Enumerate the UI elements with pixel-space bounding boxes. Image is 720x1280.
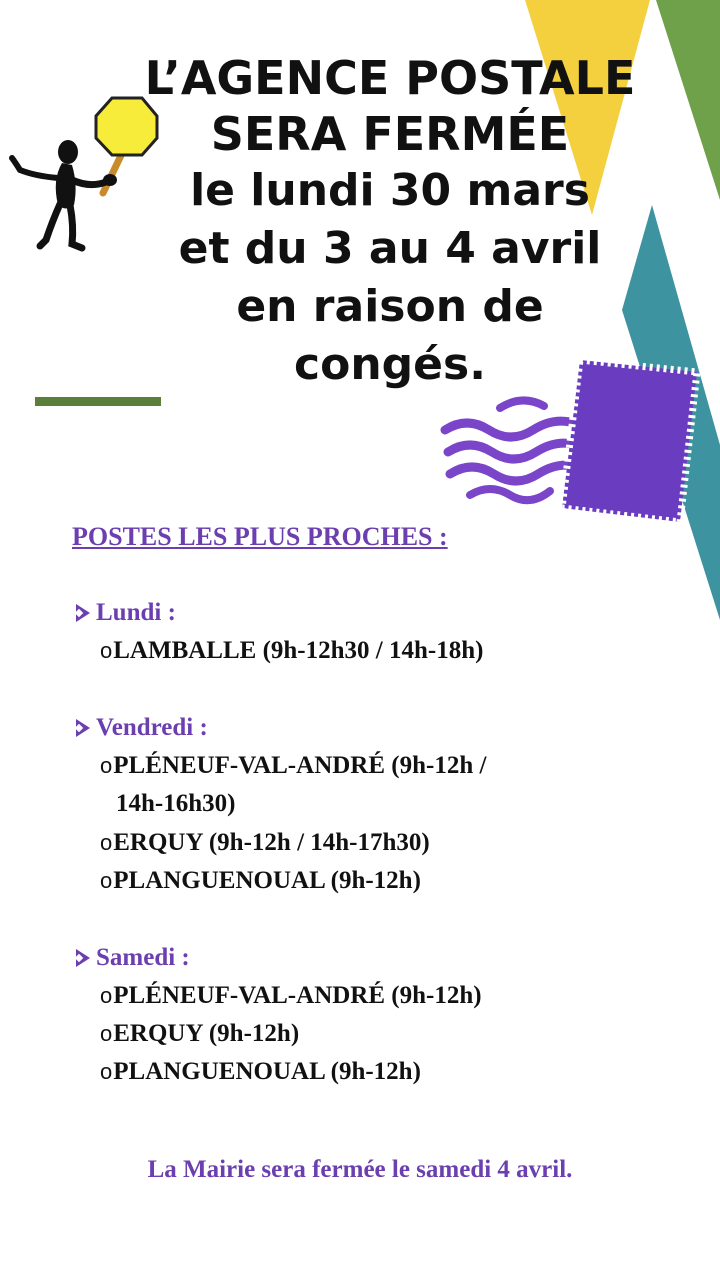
bullet: o bbox=[100, 1021, 113, 1046]
day-label-vendredi bbox=[76, 714, 208, 742]
arrow-bullet-icon bbox=[76, 719, 90, 737]
nearest-posts-title: POSTES LES PLUS PROCHES : bbox=[72, 522, 448, 551]
list-item bbox=[100, 1058, 421, 1086]
list-item bbox=[100, 829, 430, 857]
headline-line-5: en raison de bbox=[236, 281, 544, 332]
bullet: o bbox=[100, 830, 113, 855]
bullet: o bbox=[100, 638, 113, 663]
headline-line-2: SERA FERMÉE bbox=[210, 107, 570, 161]
list-item-text: PLANGUENOUAL (9h-12h) bbox=[113, 1058, 421, 1085]
list-item bbox=[100, 1020, 299, 1048]
list-item-continuation: 14h-16h30) bbox=[116, 790, 236, 817]
headline-line-6: congés. bbox=[294, 339, 486, 390]
list-item bbox=[100, 982, 482, 1010]
footer-note: La Mairie sera fermée le samedi 4 avril. bbox=[147, 1156, 573, 1183]
list-item-text: ERQUY (9h-12h) bbox=[113, 1020, 300, 1047]
list-item bbox=[100, 867, 421, 895]
bullet: o bbox=[100, 753, 113, 778]
list-item bbox=[100, 752, 486, 780]
bullet: o bbox=[100, 868, 113, 893]
day-label-text: Samedi : bbox=[96, 944, 190, 971]
day-label-text: Vendredi : bbox=[96, 714, 208, 741]
arrow-bullet-icon bbox=[76, 949, 90, 967]
bullet: o bbox=[100, 983, 113, 1008]
list-item-text: PLÉNEUF-VAL-ANDRÉ (9h-12h / bbox=[113, 752, 487, 779]
day-label-lundi bbox=[76, 599, 176, 627]
arrow-bullet-icon bbox=[76, 604, 90, 622]
green-bar bbox=[35, 397, 161, 406]
bullet: o bbox=[100, 1059, 113, 1084]
list-item-text: LAMBALLE (9h-12h30 / 14h-18h) bbox=[113, 637, 484, 664]
day-label-samedi bbox=[76, 944, 190, 972]
list-item bbox=[100, 637, 483, 665]
headline-line-3: le lundi 30 mars bbox=[190, 165, 590, 216]
list-item-text: PLÉNEUF-VAL-ANDRÉ (9h-12h) bbox=[113, 982, 482, 1009]
list-item-text: ERQUY (9h-12h / 14h-17h30) bbox=[113, 829, 430, 856]
headline-line-4: et du 3 au 4 avril bbox=[178, 223, 602, 274]
headline-line-1: L’AGENCE POSTALE bbox=[144, 51, 636, 105]
list-item-text: PLANGUENOUAL (9h-12h) bbox=[113, 867, 421, 894]
headline bbox=[130, 50, 650, 394]
green-triangle bbox=[656, 0, 720, 200]
day-label-text: Lundi : bbox=[96, 599, 176, 626]
